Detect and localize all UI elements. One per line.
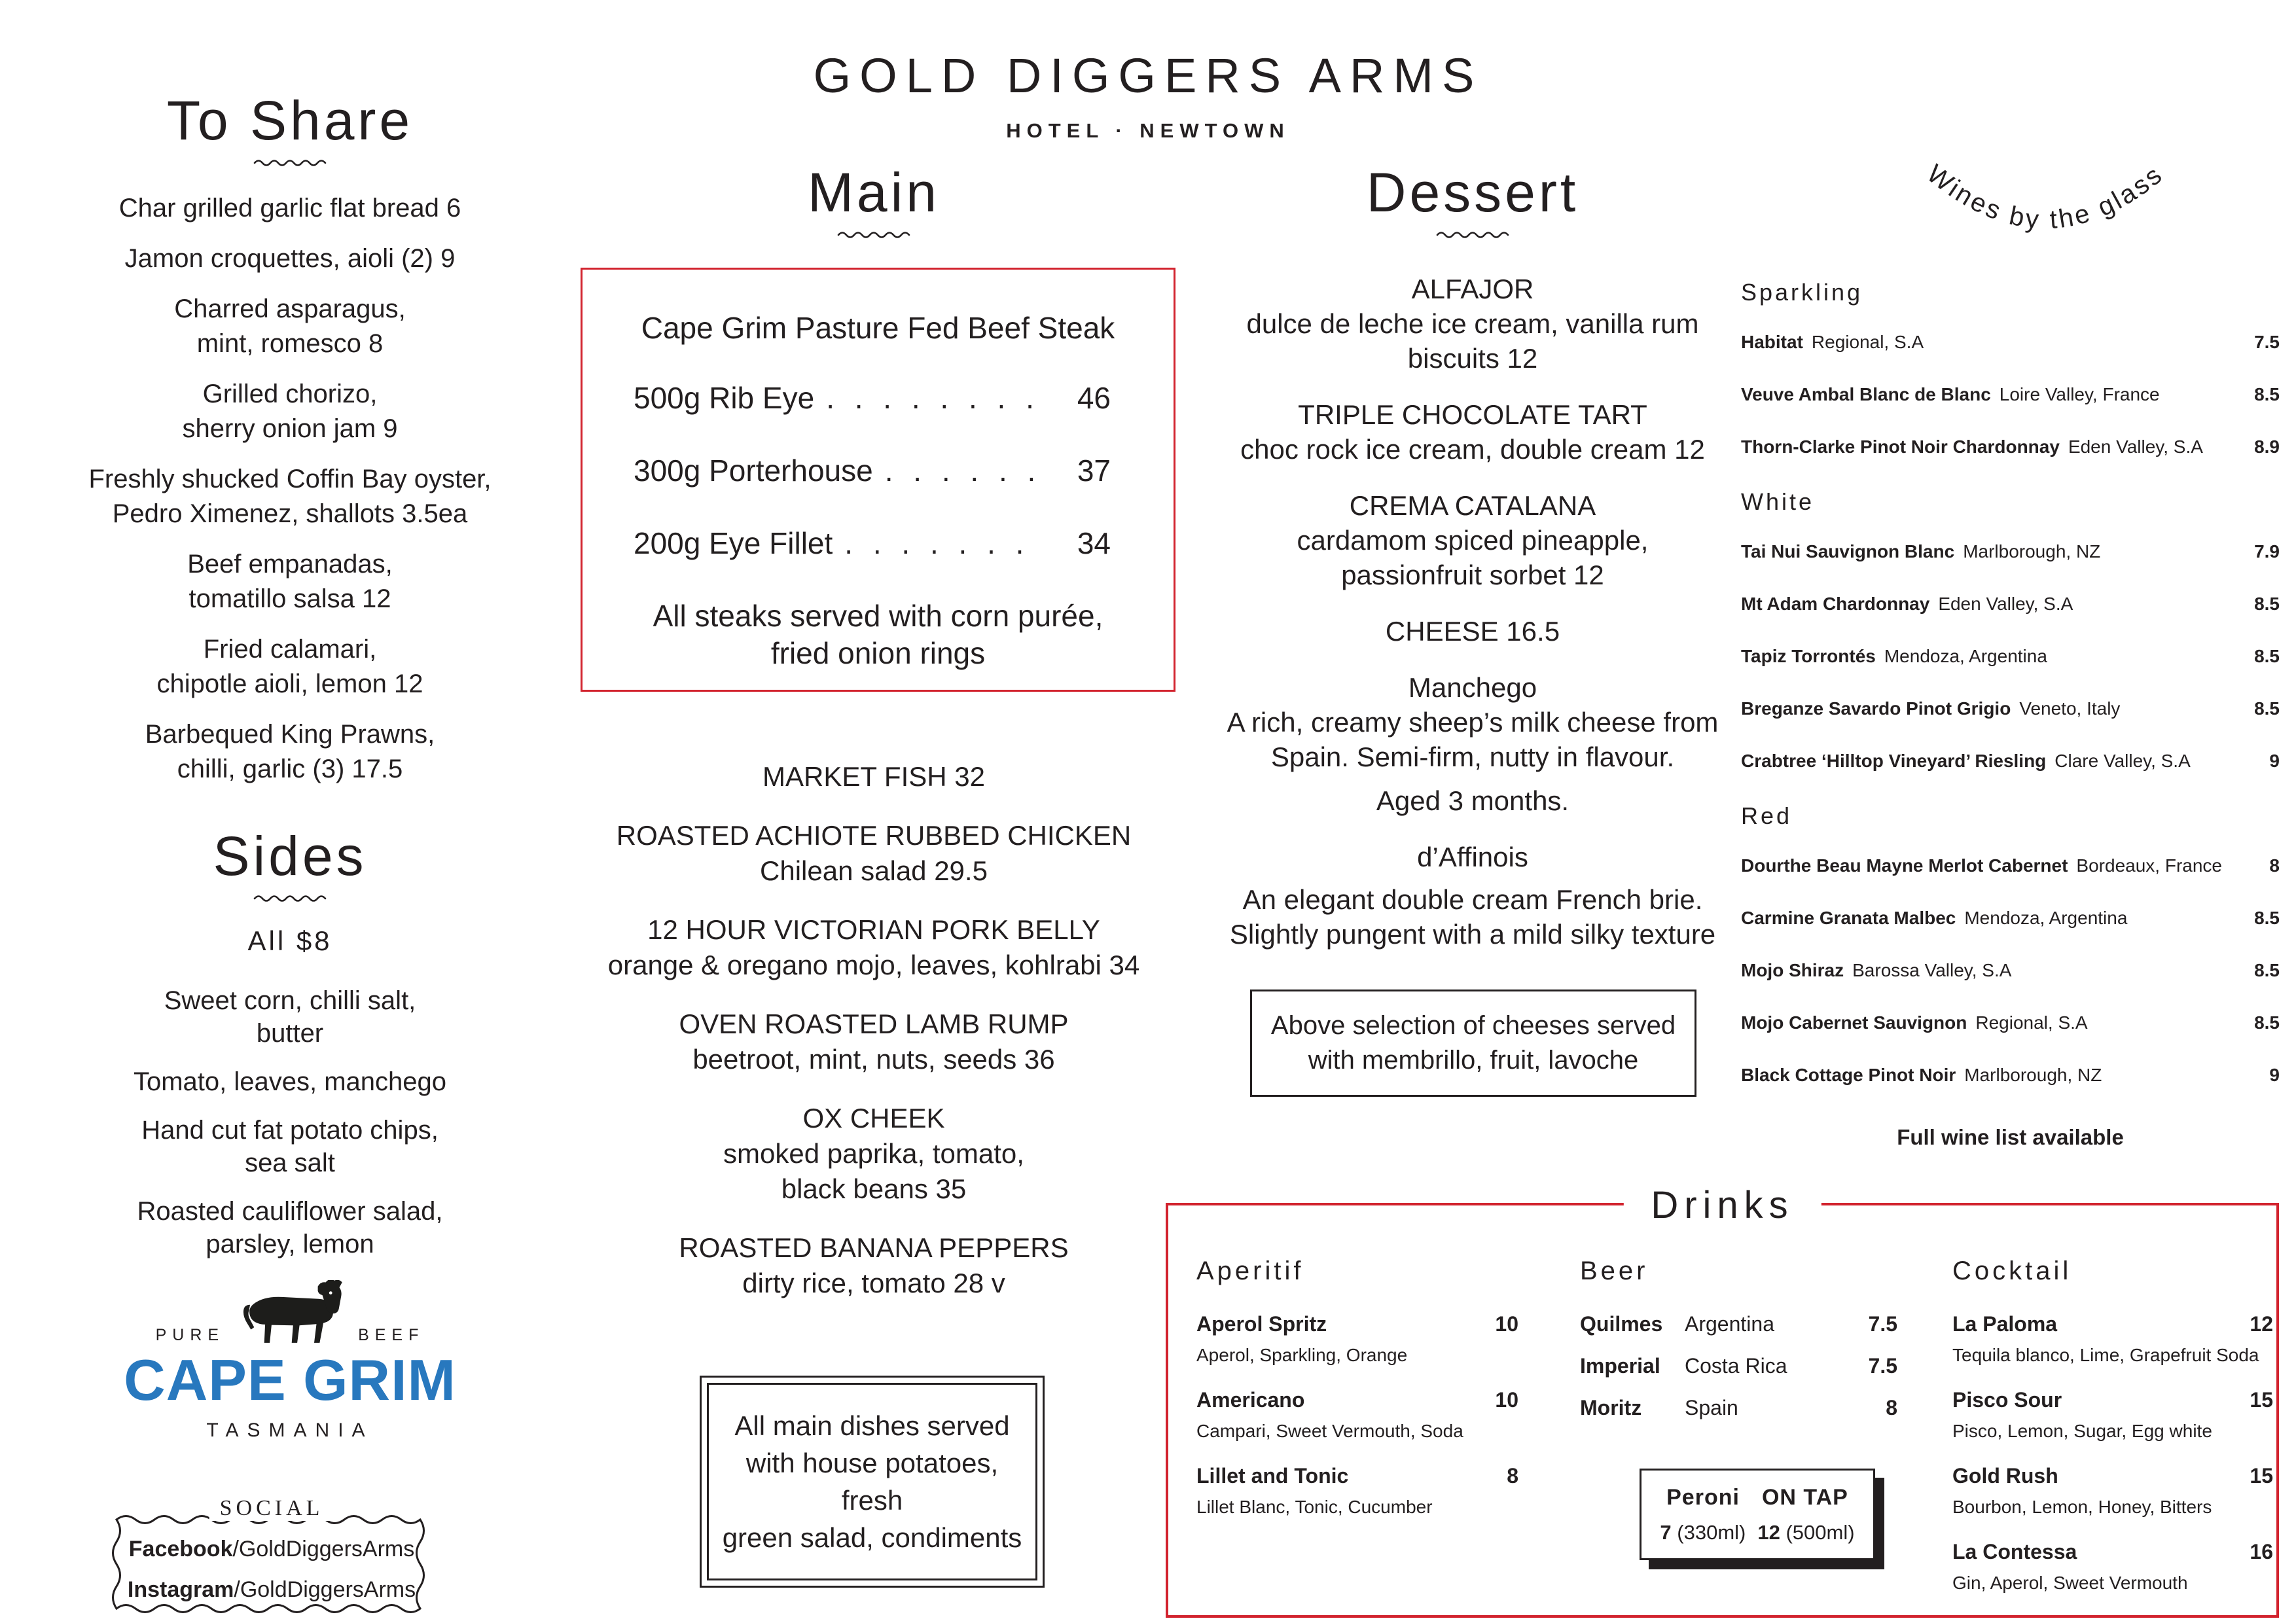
sides-section — [67, 826, 512, 1276]
wine-row: Mt Adam Chardonnay Eden Valley, S.A 8.5 — [1741, 594, 2280, 614]
menu-item: OX CHEEK smoked paprika, tomato, black beans 35 — [723, 1103, 1024, 1204]
wine-section-label: Red — [1741, 802, 1793, 829]
to-share-items — [67, 191, 512, 802]
menu-item: Grilled chorizo, sherry onion jam 9 — [182, 380, 398, 443]
drink-desc: Aperol, Sparkling, Orange — [1196, 1345, 1408, 1365]
menu-item: Fried calamari, chipotle aioli, lemon 12 — [156, 635, 423, 698]
wines-list — [1741, 278, 2280, 1150]
wine-row: Mojo Shiraz Barossa Valley, S.A 8.5 — [1741, 960, 2280, 980]
squiggle-divider-icon — [247, 893, 332, 903]
wine-row: Thorn-Clarke Pinot Noir Chardonnay Eden Valley, S.A 8.9 — [1741, 437, 2280, 457]
menu-item: Freshly shucked Coffin Bay oyster, Pedro Ximenez, shallots 3.5ea — [88, 465, 492, 528]
menu-item: OVEN ROASTED LAMB RUMP beetroot, mint, nuts, seeds 36 — [679, 1008, 1069, 1075]
wine-list-footer: Full wine list available — [1897, 1125, 2124, 1149]
drink-item: Pisco Sour 15 — [1952, 1388, 2273, 1412]
drink-desc: Campari, Sweet Vermouth, Soda — [1196, 1421, 1463, 1441]
menu-item: Jamon croquettes, aioli (2) 9 — [124, 244, 456, 273]
brand-region: TASMANIA — [206, 1419, 374, 1441]
drink-item: Gold Rush 15 — [1952, 1464, 2273, 1488]
drink-desc: Gin, Aperol, Sweet Vermouth — [1952, 1573, 2188, 1593]
steak-box — [581, 268, 1175, 692]
cow-icon — [236, 1280, 346, 1349]
drink-item: Lillet and Tonic 8 — [1196, 1464, 1518, 1488]
menu-item: Char grilled garlic flat bread 6 — [118, 194, 461, 223]
squiggle-divider-icon — [1430, 229, 1515, 240]
wine-row: Tapiz Torrontés Mendoza, Argentina 8.5 — [1741, 646, 2280, 666]
wine-row: Mojo Cabernet Sauvignon Regional, S.A 8.5 — [1741, 1012, 2280, 1033]
wine-row: Habitat Regional, S.A 7.5 — [1741, 332, 2280, 352]
menu-item: ALFAJOR dulce de leche ice cream, vanilla rum biscuits 12 — [1246, 274, 1699, 374]
drink-item: La Paloma 12 — [1952, 1312, 2273, 1336]
column-header: Cocktail — [1952, 1257, 2072, 1285]
social-label: SOCIAL — [209, 1496, 334, 1521]
menu-item: TRIPLE CHOCOLATE TART choc rock ice cream, double cream 12 — [1240, 399, 1705, 465]
venue-subtitle: HOTEL · NEWTOWN — [1006, 119, 1290, 142]
peroni-tap-box: Peroni ON TAP 7 (330ml) 12 (500ml) — [1640, 1469, 1875, 1560]
beer-row: Imperial Costa Rica 7.5 — [1580, 1354, 1897, 1378]
beef-label: BEEF — [358, 1326, 425, 1344]
wine-row: Black Cottage Pinot Noir Marlborough, NZ 9 — [1741, 1065, 2280, 1085]
wine-row: Veuve Ambal Blanc de Blanc Loire Valley, France 8.5 — [1741, 384, 2280, 404]
menu-item: MARKET FISH 32 — [762, 761, 985, 792]
sides-price-note: All $8 — [247, 925, 332, 956]
dot-leader — [844, 525, 1037, 562]
menu-item: Hand cut fat potato chips, sea salt — [141, 1116, 439, 1177]
brand-name: CAPE GRIM — [124, 1347, 456, 1412]
wine-section-label: White — [1741, 488, 1815, 515]
main-dishes — [576, 759, 1172, 1325]
wine-row: Tai Nui Sauvignon Blanc Marlborough, NZ 7.9 — [1741, 541, 2280, 562]
beer-column — [1580, 1257, 1897, 1436]
wine-row: Breganze Savardo Pinot Grigio Veneto, Italy 8.5 — [1741, 698, 2280, 719]
wine-row: Dourthe Beau Mayne Merlot Cabernet Bordeaux, France 8 — [1741, 855, 2280, 876]
wine-row: Carmine Granata Malbec Mendoza, Argentina 8.5 — [1741, 908, 2280, 928]
cape-grim-logo — [94, 1280, 486, 1442]
dessert-section-title — [1198, 162, 1748, 240]
section-title: Dessert — [1366, 162, 1579, 223]
wines-arched-title — [1892, 134, 2199, 288]
menu-item: Roasted cauliflower salad, parsley, lemon — [137, 1197, 443, 1258]
steak-row: 500g Rib Eye . . . 46 — [634, 380, 1111, 416]
dot-leader — [885, 452, 1037, 489]
wine-row: Crabtree ‘Hilltop Vineyard’ Riesling Clare Valley, S.A 9 — [1741, 751, 2280, 771]
to-share-section-title — [67, 90, 512, 168]
drink-desc: Tequila blanco, Lime, Grapefruit Soda — [1952, 1345, 2259, 1365]
section-title: Sides — [213, 825, 367, 887]
drinks-section-title: Drinks — [1623, 1174, 1821, 1237]
menu-item: CREMA CATALANA cardamom spiced pineapple, passionfruit sorbet 12 — [1297, 490, 1649, 590]
menu-item: Beef empanadas, tomatillo salsa 12 — [187, 550, 393, 613]
venue-title: GOLD DIGGERS ARMS — [813, 48, 1483, 103]
main-section-title — [576, 162, 1172, 240]
steak-row: 200g Eye Fillet . . . 34 — [634, 525, 1111, 562]
dessert-items — [1198, 272, 1748, 973]
social-facebook: Facebook/GoldDiggersArms — [128, 1537, 415, 1561]
sides-items — [67, 984, 512, 1260]
squiggle-divider-icon — [831, 229, 916, 240]
section-title: To Share — [166, 90, 414, 151]
column-header: Beer — [1580, 1257, 1649, 1285]
beer-row: Moritz Spain 8 — [1580, 1396, 1897, 1419]
section-title: Main — [807, 162, 941, 223]
menu-item: CHEESE 16.5 — [1385, 616, 1560, 647]
menu-item: ROASTED BANANA PEPPERS dirty rice, tomato 28 v — [679, 1232, 1069, 1298]
squiggle-divider-icon — [247, 157, 332, 168]
svg-text:Wines by the glass: Wines by the glass — [1921, 159, 2170, 235]
social-instagram: Instagram/GoldDiggersArms — [127, 1577, 416, 1602]
cheese-note-box: Above selection of cheeses served with membrillo, fruit, lavoche — [1250, 990, 1696, 1097]
menu-item: d’Affinois An elegant double cream French brie. Slightly pungent with a mild silky texture — [1229, 842, 1716, 950]
drink-item: Aperol Spritz 10 — [1196, 1312, 1518, 1336]
drink-desc: Lillet Blanc, Tonic, Cucumber — [1196, 1497, 1433, 1517]
drinks-box — [1166, 1184, 2279, 1618]
column-header: Aperitif — [1196, 1257, 1304, 1285]
menu-item: Tomato, leaves, manchego — [133, 1067, 447, 1096]
menu-item: ROASTED ACHIOTE RUBBED CHICKEN Chilean salad 29.5 — [616, 820, 1132, 886]
pure-label: PURE — [155, 1326, 225, 1344]
steak-row: 300g Porterhouse . . . 37 — [634, 452, 1111, 489]
drink-item: La Contessa 16 — [1952, 1540, 2273, 1563]
menu-item: Charred asparagus, mint, romesco 8 — [174, 294, 406, 358]
wine-section-label: Sparkling — [1741, 279, 1863, 306]
beer-row: Quilmes Argentina 7.5 — [1580, 1312, 1897, 1336]
steak-note: All steaks served with corn purée, fried onion rings — [653, 599, 1103, 670]
steak-box-heading: Cape Grim Pasture Fed Beef Steak — [641, 311, 1115, 345]
menu-item: Sweet corn, chilli salt, butter — [164, 986, 416, 1048]
menu-item: Manchego A rich, creamy sheep’s milk cheese from Spain. Semi-firm, nutty in flavour. Aged 3 months. — [1227, 672, 1719, 816]
drink-desc: Pisco, Lemon, Sugar, Egg white — [1952, 1421, 2212, 1441]
main-note-box: All main dishes served with house potatoes, fresh green salad, condiments — [707, 1383, 1037, 1580]
social-box — [110, 1496, 433, 1618]
menu-item: Barbequed King Prawns, chilli, garlic (3) 17.5 — [145, 720, 435, 783]
menu-item: 12 HOUR VICTORIAN PORK BELLY orange & oregano mojo, leaves, kohlrabi 34 — [607, 914, 1140, 980]
drink-desc: Bourbon, Lemon, Honey, Bitters — [1952, 1497, 2212, 1517]
aperitif-column — [1196, 1257, 1518, 1539]
drink-item: Americano 10 — [1196, 1388, 1518, 1412]
dot-leader — [826, 380, 1037, 416]
cocktail-column — [1952, 1257, 2273, 1614]
